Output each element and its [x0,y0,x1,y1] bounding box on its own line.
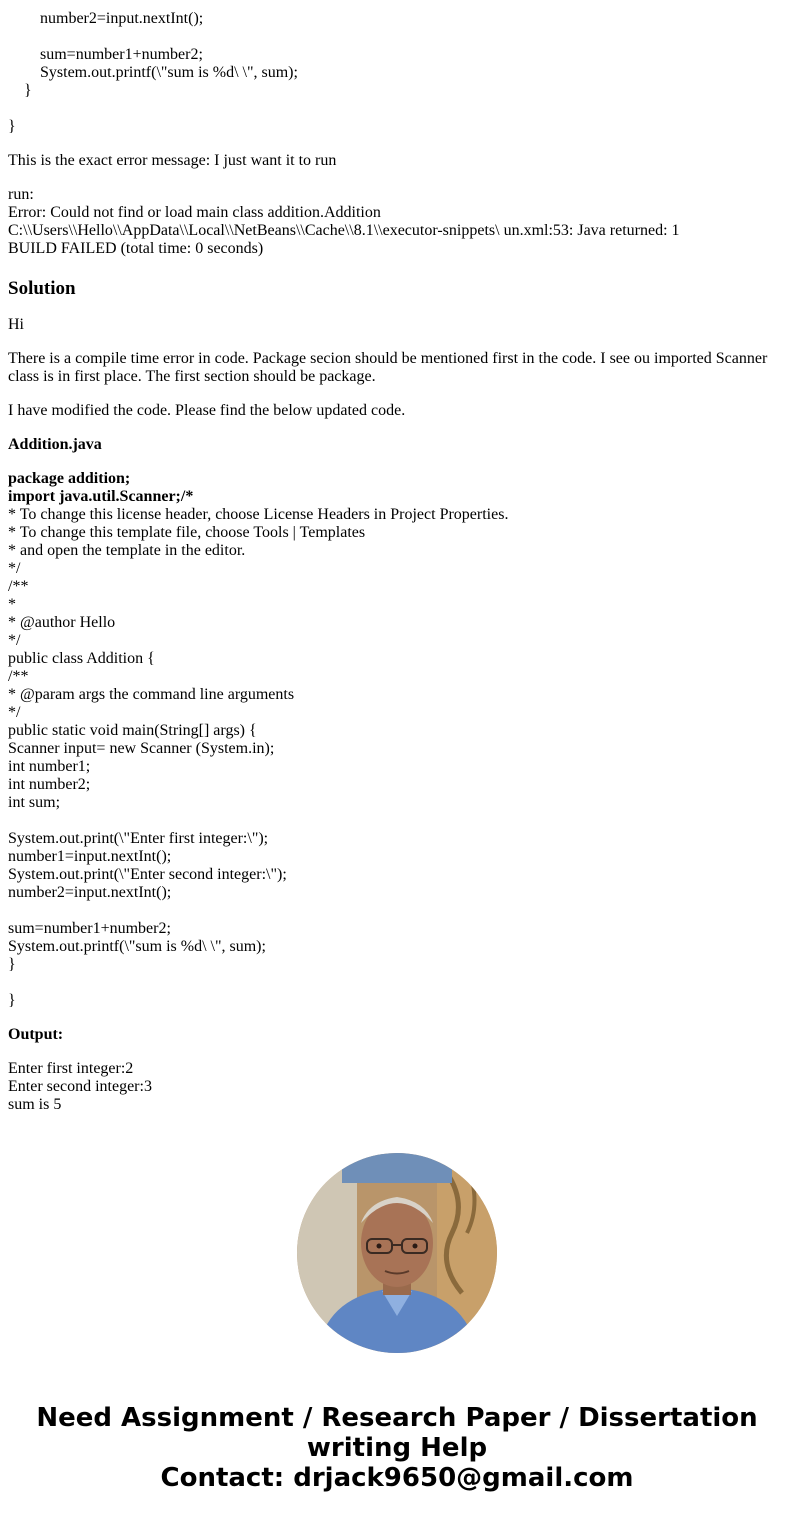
code-blank-line [8,902,786,920]
code-line: public class Addition { [8,650,155,667]
code-line: number1=input.nextInt(); [8,848,172,865]
output-label: Output: [8,1026,64,1043]
error-line: C:\\Users\\Hello\\AppData\\Local\\NetBeans\\Cache\\8.1\\executor-snippets\ un.xml:53: Java returned: 1 [8,222,680,239]
greeting: Hi [8,316,24,333]
code-line: /** [8,578,29,595]
code-blank-line [8,28,786,46]
code-line: int number2; [8,776,91,793]
updated-code-block [8,470,786,1010]
promo-contact[interactable]: Contact: drjack9650@gmail.com [160,1463,634,1493]
author-avatar [297,1153,497,1353]
explanation: There is a compile time error in code. Package secion should be mentioned first in the code. I see ou imported Scanner class is in first place. The first section should be package. [8,350,768,385]
error-block [8,186,786,258]
code-line: /** [8,668,29,685]
code-line: number2=input.nextInt(); [40,10,204,27]
error-line: Error: Could not find or load main class addition.Addition [8,204,381,221]
code-line: * To change this license header, choose License Headers in Project Properties. [8,506,509,523]
code-line: * @author Hello [8,614,116,631]
code-line: * and open the template in the editor. [8,542,246,559]
file-name: Addition.java [8,436,102,453]
code-line-bold: import java.util.Scanner;/* [8,488,194,505]
promo-banner [0,1403,794,1493]
promo-line: writing Help [306,1433,488,1463]
code-line: System.out.printf(\"sum is %d\ \", sum); [40,64,298,81]
code-line: Scanner input= new Scanner (System.in); [8,740,275,757]
code-line: */ [8,632,21,649]
code-line: int number1; [8,758,91,775]
output-line: Enter second integer:3 [8,1078,152,1095]
code-line: * @param args the command line arguments [8,686,295,703]
code-line: number2=input.nextInt(); [8,884,172,901]
output-block [8,1060,786,1114]
code-blank-line [8,812,786,830]
modified-note: I have modified the code. Please find the below updated code. [8,402,406,419]
code-line: sum=number1+number2; [40,46,203,63]
document-body [8,0,786,1114]
code-line: */ [8,560,21,577]
output-line: Enter first integer:2 [8,1060,134,1077]
code-blank-line [8,974,786,992]
code-line: */ [8,704,21,721]
code-line: int sum; [8,794,61,811]
error-line: BUILD FAILED (total time: 0 seconds) [8,240,264,257]
code-line-bold: package addition; [8,470,131,487]
code-line: * To change this template file, choose Tools | Templates [8,524,366,541]
code-blank-line [8,100,786,118]
code-lines [8,506,786,1010]
code-line: System.out.print(\"Enter second integer:\"); [8,866,287,883]
error-line: run: [8,186,34,203]
code-line: } [24,82,32,99]
code-line: System.out.print(\"Enter first integer:\"); [8,830,269,847]
solution-heading: Solution [8,278,76,299]
code-line: System.out.printf(\"sum is %d\ \", sum); [8,938,266,955]
code-line: } [8,118,16,135]
code-line: } [8,992,16,1009]
code-line-partial [8,0,786,10]
output-line: sum is 5 [8,1096,62,1113]
promo-line: Need Assignment / Research Paper / Dissertation [36,1403,758,1433]
author-photo [297,1153,497,1353]
code-line: sum=number1+number2; [8,920,171,937]
code-line: } [8,956,16,973]
code-line: public static void main(String[] args) { [8,722,257,739]
error-intro: This is the exact error message: I just want it to run [8,152,337,169]
code-line: * [8,596,16,613]
